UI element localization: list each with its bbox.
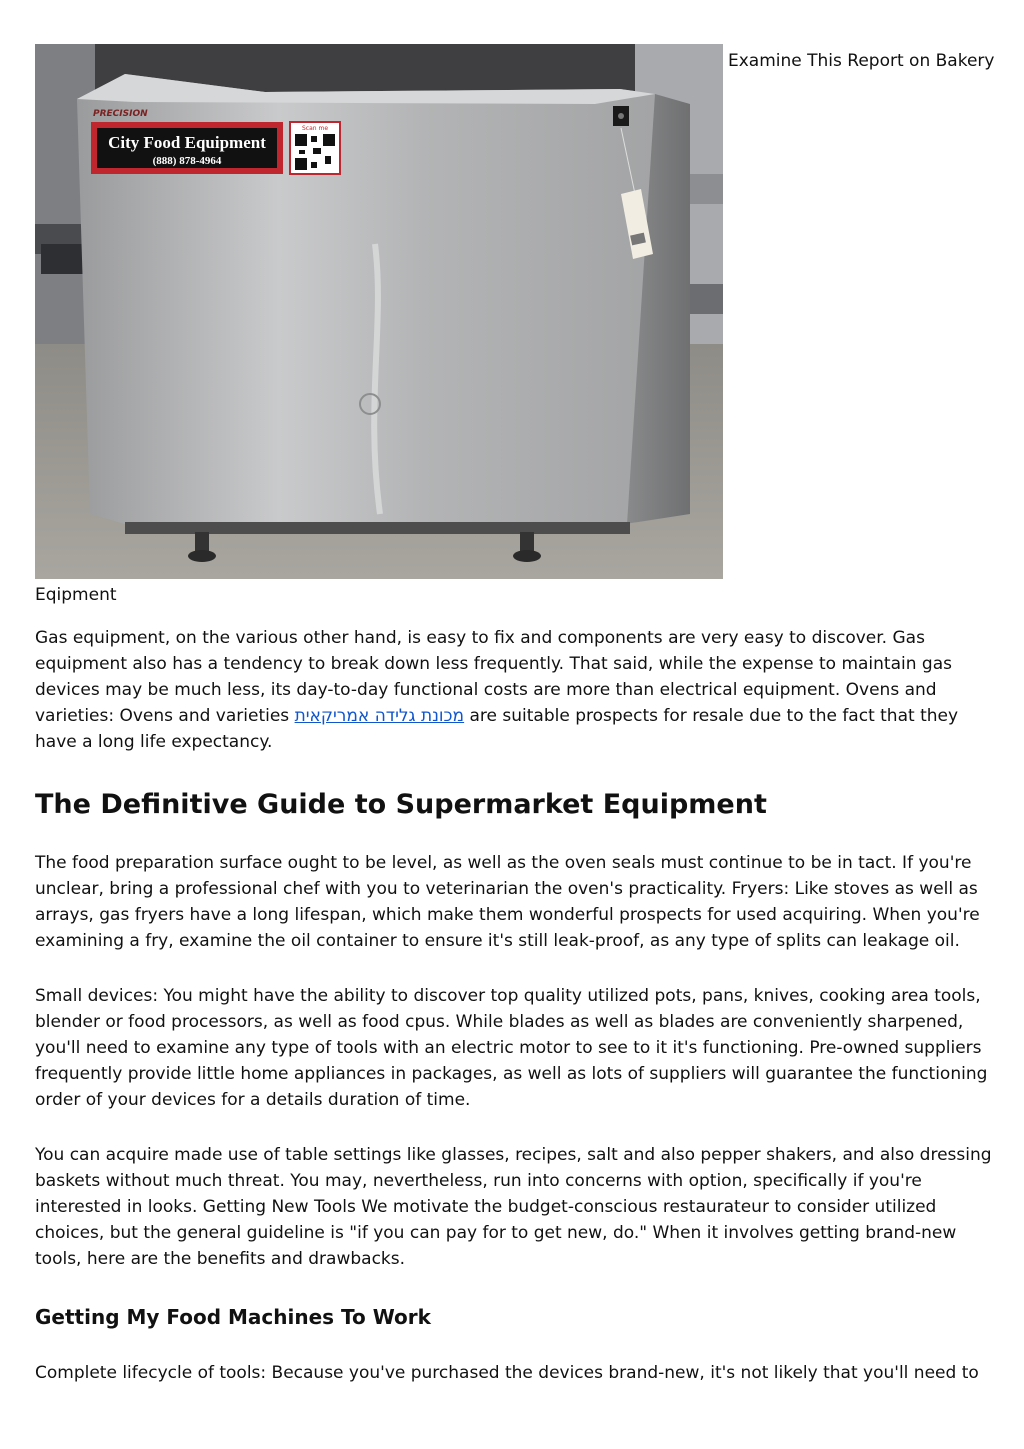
paragraph-text-before-link: Gas equipment, on the various other hand, is easy to fix and components are very easy to discover. Gas equipment also has a tendency to break down less frequently. That said, while the expense to maintain gas devices may be much less, its day-to-day functional costs are more than electrical equipment. Ovens and varieties: Ovens and varieties — [35, 628, 952, 726]
article — [35, 44, 995, 1386]
section-heading-supermarket-equipment: The Definitive Guide to Supermarket Equipment — [35, 789, 767, 820]
caption-right: Examine This Report on Bakery — [728, 51, 995, 71]
paragraph-gas-equipment — [35, 625, 995, 755]
qr-label: Scan me — [301, 125, 329, 132]
brand-mark: PRECISION — [93, 109, 148, 119]
sign-title: City Food Equipment — [108, 133, 266, 152]
caption-below: Eqipment — [35, 585, 117, 605]
hebrew-ice-cream-machine-link[interactable]: מכונת גלידה אמריקאית — [294, 706, 465, 726]
paragraph-text-after-link: are suitable prospects for resale due to the fact that they have a long life expectancy. — [35, 706, 959, 752]
paragraph-table-settings: You can acquire made use of table settings like glasses, recipes, salt and also pepper shakers, and also dressing baskets without much threat. You may, nevertheless, run into concerns with option, specifically if you're interested in looks. Getting New Tools We motivate the budget-conscious restaurateur to consider utilized choices, but the general guideline is "if you can pay for to get new, do." When it involves getting brand-new tools, here are the benefits and drawbacks. — [35, 1145, 992, 1269]
sign-phone: (888) 878-4964 — [152, 155, 222, 167]
paragraph-food-preparation: The food preparation surface ought to be level, as well as the oven seals must continue to be in tact. If you're unclear, bring a professional chef with you to veterinarian the oven's practicality. Fryers: Like stoves as well as arrays, gas fryers have a long lifespan, which make them wonderful prospects for used acquiring. When you're examining a fry, examine the oil container to ensure it's still leak-proof, as any type of splits can leakage oil. — [35, 853, 980, 951]
hero-section — [35, 44, 995, 579]
section-heading-food-machines: Getting My Food Machines To Work — [35, 1305, 431, 1329]
paragraph-lifecycle: Complete lifecycle of tools: Because you've purchased the devices brand-new, it's not likely that you'll need to — [35, 1363, 979, 1383]
paragraph-small-devices: Small devices: You might have the ability to discover top quality utilized pots, pans, knives, cooking area tools, blender or food processors, as well as food cpus. While blades as well as blades are conveniently sharpened, you'll need to examine any type of tools with an electric motor to see to it it's functioning. Pre-owned suppliers frequently provide little home appliances in packages, as well as lots of suppliers will guarantee the functioning order of your devices for a details duration of time. — [35, 986, 988, 1110]
equipment-photo — [35, 44, 723, 579]
